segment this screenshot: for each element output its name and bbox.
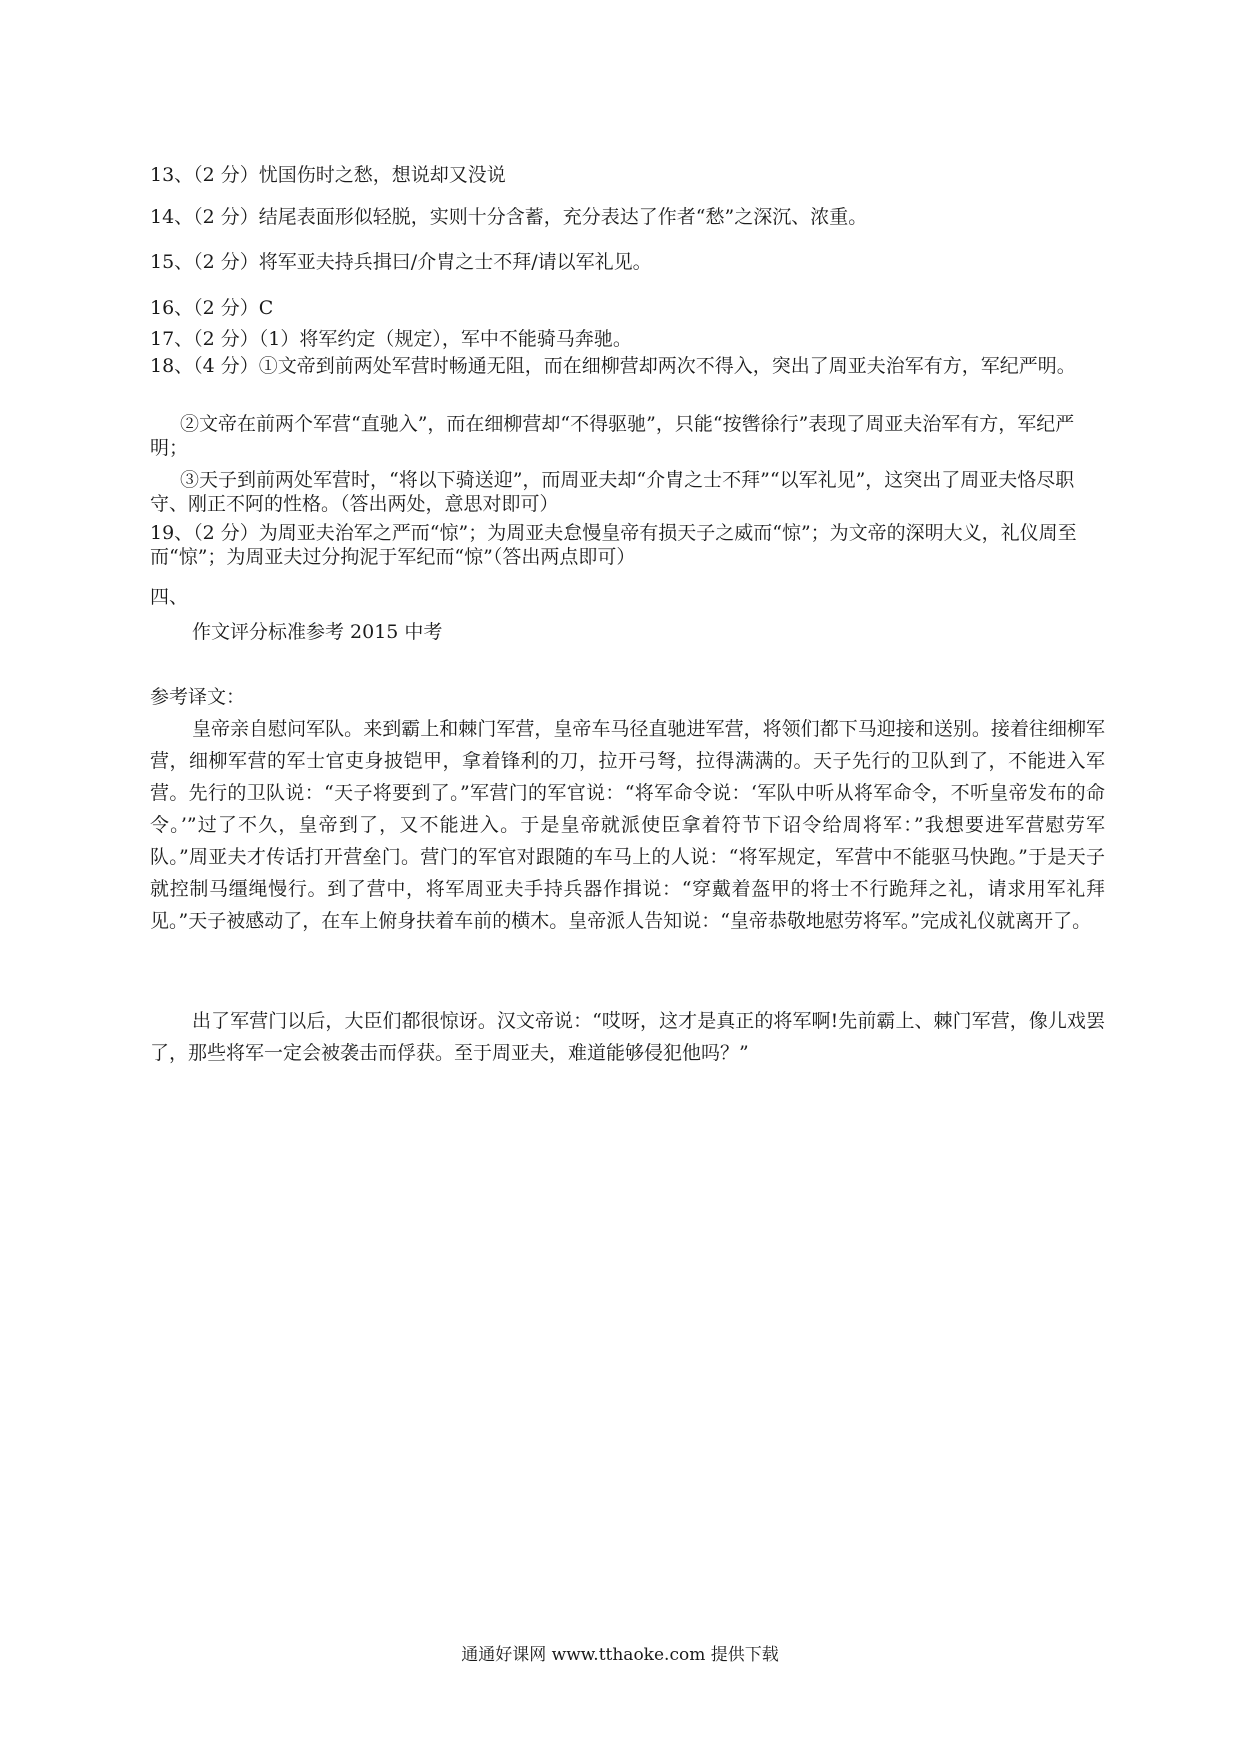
answer-16: 16、（2 分）C: [150, 297, 274, 319]
answer-14: 14、（2 分）结尾表面形似轻脱，实则十分含蓄，充分表达了作者“愁”之深沉、浓重。: [150, 206, 868, 228]
answer-15: 15、（2 分）将军亚夫持兵揖曰/介胄之士不拜/请以军礼见。: [150, 251, 652, 273]
footer-credit: 通通好课网 www.tthaoke.com 提供下载: [461, 1645, 779, 1665]
translation-paragraph-2: 出了军营门以后，大臣们都很惊讶。汉文帝说：“哎呀，这才是真正的将军啊!先前霸上、棘门军营，像儿戏罢了，那些将军一定会被袭击而俘获。至于周亚夫，难道能够侵犯他吗？”: [150, 1010, 1105, 1064]
answer-17: 17、（2 分）（1）将军约定（规定），军中不能骑马奔驰。: [150, 328, 632, 350]
answer-18-point-1: 18、（4 分）①文帝到前两处军营时畅通无阻，而在细柳营却两次不得入，突出了周亚夫治军有方，军纪严明。: [150, 355, 1076, 377]
translation-paragraph-1: 皇帝亲自慰问军队。来到霸上和棘门军营，皇帝车马径直驰进军营，将领们都下马迎接和送别。接着往细柳军营，细柳军营的军士官吏身披铠甲，拿着锋利的刀，拉开弓弩，拉得满满的。天子先行的卫队到了，不能进入军营。先行的卫队说：“天子将要到了。”军营门的军官说：“将军命令说：‘军队中听从将军命令，不听皇帝发布的命令。’”过了不久，皇帝到了，又不能进入。于是皇帝就派使臣拿着符节下诏令给周将军：”我想要进军营慰劳军队。”周亚夫才传话打开营垒门。营门的军官对跟随的车马上的人说：“将军规定，军营中不能驱马快跑。”于是天子就控制马缰绳慢行。到了营中，将军周亚夫手持兵器作揖说：“穿戴着盔甲的将士不行跪拜之礼，请求用军礼拜见。”天子被感动了，在车上俯身扶着车前的横木。皇帝派人告知说：“皇帝恭敬地慰劳将军。”完成礼仪就离开了。: [150, 718, 1105, 932]
answer-18-point-2: ②文帝在前两个军营“直驰入”，而在细柳营却“不得驱驰”，只能“按辔徐行”表现了周亚夫治军有方，军纪严明；: [150, 413, 1075, 459]
translation-title: 参考译文：: [150, 686, 246, 708]
answer-19: 19、（2 分）为周亚夫治军之严而“惊”；为周亚夫怠慢皇帝有损天子之威而“惊”；为文帝的深明大义，礼仪周至而“惊”；为周亚夫过分拘泥于军纪而“惊”（答出两点即可）: [150, 522, 1077, 568]
answer-13: 13、（2 分）忧国伤时之愁，想说却又没说: [150, 164, 506, 186]
essay-note: 作文评分标准参考 2015 中考: [192, 621, 443, 643]
section-4-label: 四、: [150, 586, 189, 608]
answer-18-point-3: ③天子到前两处军营时，“将以下骑送迎”，而周亚夫却“介胄之士不拜”“以军礼见”，这突出了周亚夫恪尽职守、刚正不阿的性格。（答出两处，意思对即可）: [150, 469, 1075, 515]
